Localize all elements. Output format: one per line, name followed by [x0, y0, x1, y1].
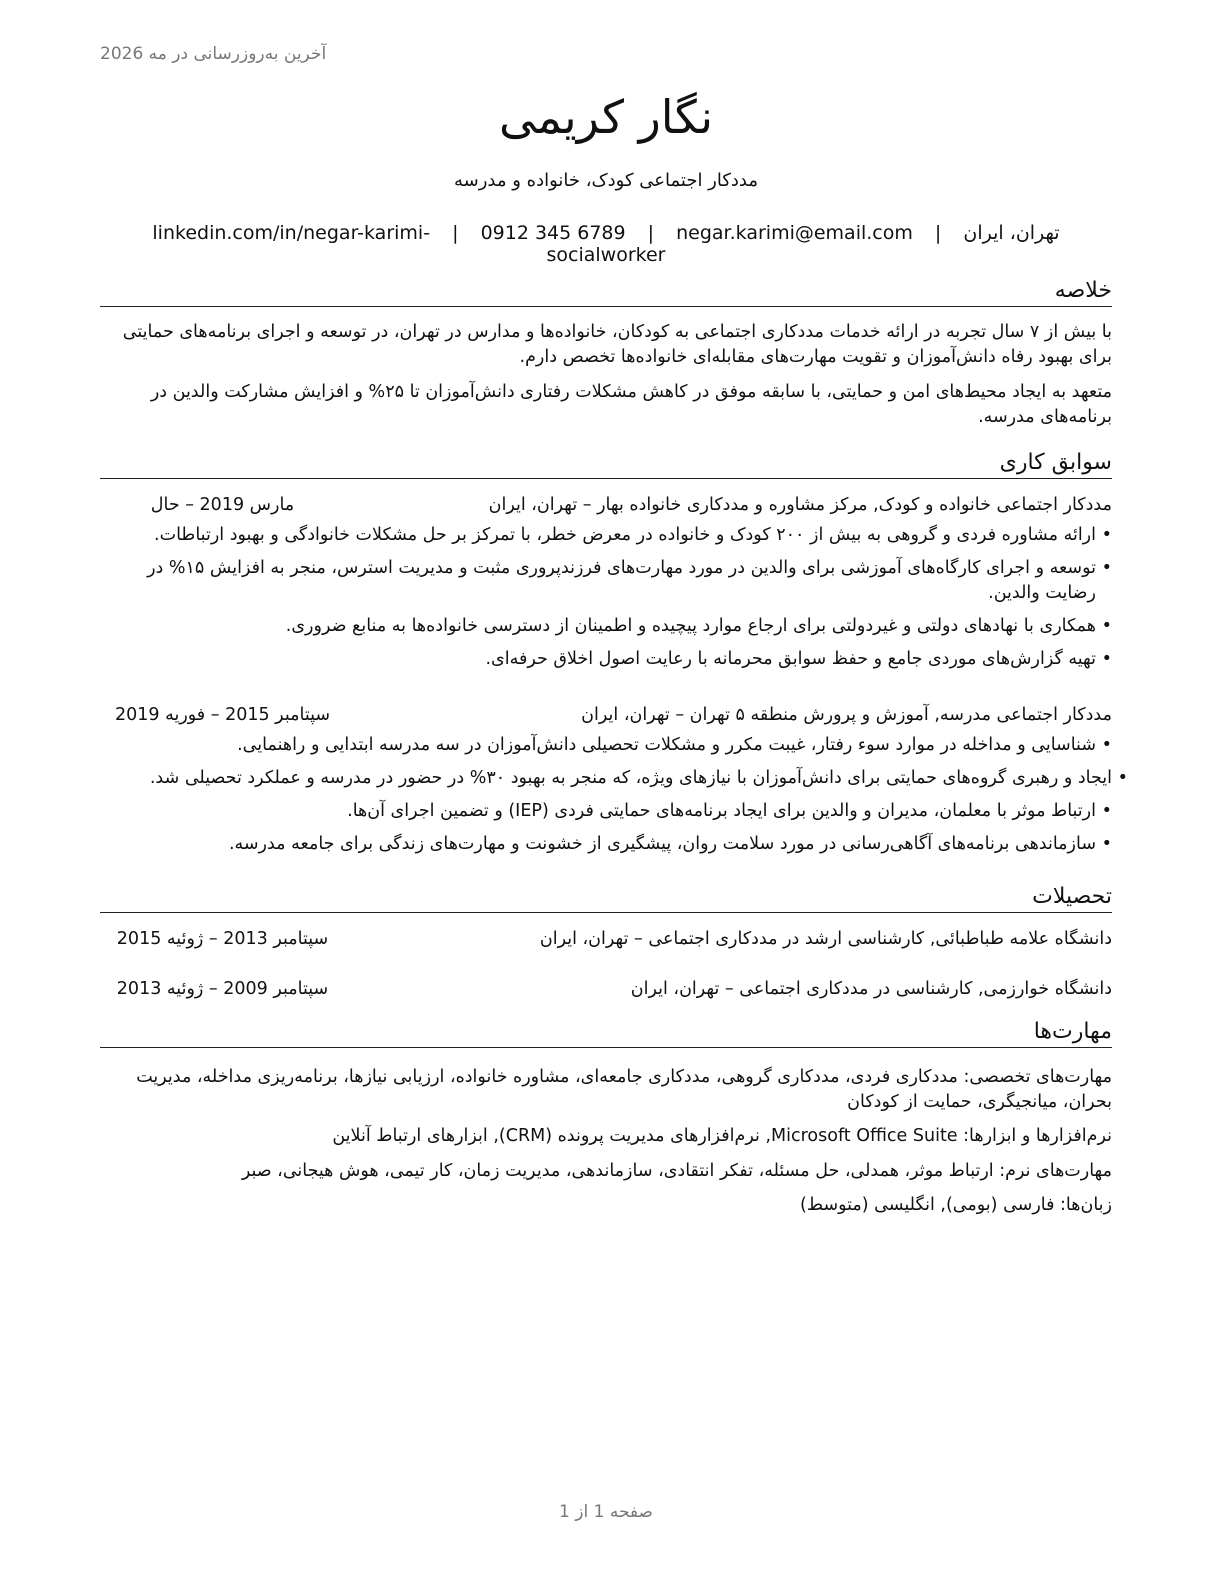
- list-item: • توسعه و اجرای کارگاه‌های آموزشی برای والدین در مورد مهارت‌های فرزندپروری مثبت و مدیریت استرس، منجر به افزایش ۱۵% در رضایت والدین.: [100, 556, 1112, 606]
- list-item: • ارائه مشاوره فردی و گروهی به بیش از ۲۰۰ کودک و خانواده در معرض خطر، با تمرکز بر حل مشکلات خانوادگی و بهبود ارتباطات.: [100, 523, 1112, 548]
- job-bullets: [100, 733, 1112, 865]
- job-title: مددکار اجتماعی مدرسه, آموزش و پرورش منطقه ۵ تهران – تهران، ایران: [581, 705, 1112, 725]
- skills-line: مهارت‌های تخصصی: مددکاری فردی، مددکاری گروهی، مددکاری جامعه‌ای، مشاوره خانواده، ارزیابی نیازها، برنامه‌ریزی مداخله، مدیریت بحران، میانجیگری، حمایت از کودکان: [136, 1067, 1112, 1112]
- job-dates: سپتامبر 2015 – فوریه 2019: [114, 705, 331, 725]
- summary-paragraph: متعهد به ایجاد محیط‌های امن و حمایتی، با سابقه موفق در کاهش مشکلات رفتاری دانش‌آموزان تا ۲۵% و افزایش مشارکت والدین در برنامه‌های مدرسه.: [150, 382, 1112, 427]
- education-item: [100, 926, 1112, 952]
- list-item: • تهیه گزارش‌های موردی جامع و حفظ سوابق محرمانه با رعایت اصول اخلاق حرفه‌ای.: [100, 647, 1112, 672]
- page-number: صفحه 1 از 1: [559, 1502, 653, 1522]
- contact-line: [100, 222, 1112, 266]
- job-header: [100, 702, 1112, 728]
- skills-line: زبان‌ها: فارسی (بومی), انگلیسی (متوسط): [800, 1195, 1112, 1215]
- education-item: [100, 976, 1112, 1002]
- skills-heading: مهارت‌ها: [100, 1017, 1112, 1048]
- list-item: • شناسایی و مداخله در موارد سوء رفتار، غیبت مکرر و مشکلات تحصیلی دانش‌آموزان در سه مدرسه ابتدایی و راهنمایی.: [100, 733, 1112, 758]
- contact-separator: |: [647, 222, 655, 244]
- education-dates: سپتامبر 2013 – ژوئیه 2015: [116, 929, 329, 949]
- resume-page: [100, 0, 1112, 1584]
- contact-separator: |: [452, 222, 459, 244]
- last-updated-note: آخرین به‌روزرسانی در مه 2026: [100, 44, 327, 64]
- skills-line: مهارت‌های نرم: ارتباط موثر، همدلی، حل مسئله، تفکر انتقادی، سازماندهی، مدیریت زمان، کار تیمی، هوش هیجانی، صبر: [241, 1161, 1112, 1181]
- list-item: • سازماندهی برنامه‌های آگاهی‌رسانی در مورد سلامت روان، پیشگیری از خشونت و مهارت‌های زندگی برای جامعه مدرسه.: [100, 832, 1112, 857]
- education-heading: تحصیلات: [100, 882, 1112, 913]
- skills-line: نرم‌افزارها و ابزارها: Microsoft Office Suite, نرم‌افزارهای مدیریت پرونده (CRM), ابزارهای ارتباط آنلاین: [332, 1126, 1112, 1146]
- contact-phone[interactable]: 0912 345 6789: [480, 222, 626, 244]
- contact-location: تهران، ایران: [963, 222, 1060, 244]
- education-title: دانشگاه خوارزمی, کارشناسی در مددکاری اجتماعی – تهران، ایران: [630, 979, 1112, 999]
- person-name: نگار کریمی: [498, 90, 714, 144]
- summary-heading: خلاصه: [100, 276, 1112, 307]
- list-item: • ارتباط موثر با معلمان، مدیران و والدین برای ایجاد برنامه‌های حمایتی فردی (IEP) و تضمین اجرای آن‌ها.: [100, 799, 1112, 824]
- experience-heading: سوابق کاری: [100, 448, 1112, 479]
- summary-paragraph: با بیش از ۷ سال تجربه در ارائه خدمات مددکاری اجتماعی به کودکان، خانواده‌ها و مدارس در تهران، در توسعه و اجرای برنامه‌های حمایتی برای بهبود رفاه دانش‌آموزان و تقویت مهارت‌های مقابله‌ای خانواده‌ها تخصص دارم.: [122, 322, 1112, 367]
- job-header: [100, 492, 1112, 518]
- education-title: دانشگاه علامه طباطبائی, کارشناسی ارشد در مددکاری اجتماعی – تهران، ایران: [539, 929, 1112, 949]
- job-bullets: [100, 523, 1112, 680]
- list-item: • همکاری با نهادهای دولتی و غیردولتی برای ارجاع موارد پیچیده و اطمینان از دسترسی خانواده‌ها به منابع ضروری.: [100, 614, 1112, 639]
- education-dates: سپتامبر 2009 – ژوئیه 2013: [116, 979, 329, 999]
- list-item: • ایجاد و رهبری گروه‌های حمایتی برای دانش‌آموزان با نیازهای ویژه، که منجر به بهبود ۳۰% در حضور در مدرسه و عملکرد تحصیلی شد.: [100, 766, 1128, 791]
- job-dates: مارس 2019 – حال: [150, 495, 295, 515]
- job-subtitle: مددکار اجتماعی کودک، خانواده و مدرسه: [453, 170, 759, 191]
- contact-separator: |: [934, 222, 942, 244]
- job-title: مددکار اجتماعی خانواده و کودک, مرکز مشاوره و مددکاری خانواده بهار – تهران، ایران: [488, 495, 1112, 515]
- contact-email[interactable]: negar.karimi@email.com: [676, 222, 913, 244]
- contact-linkedin[interactable]: linkedin.com/in/negar-karimi-socialworker: [152, 222, 666, 266]
